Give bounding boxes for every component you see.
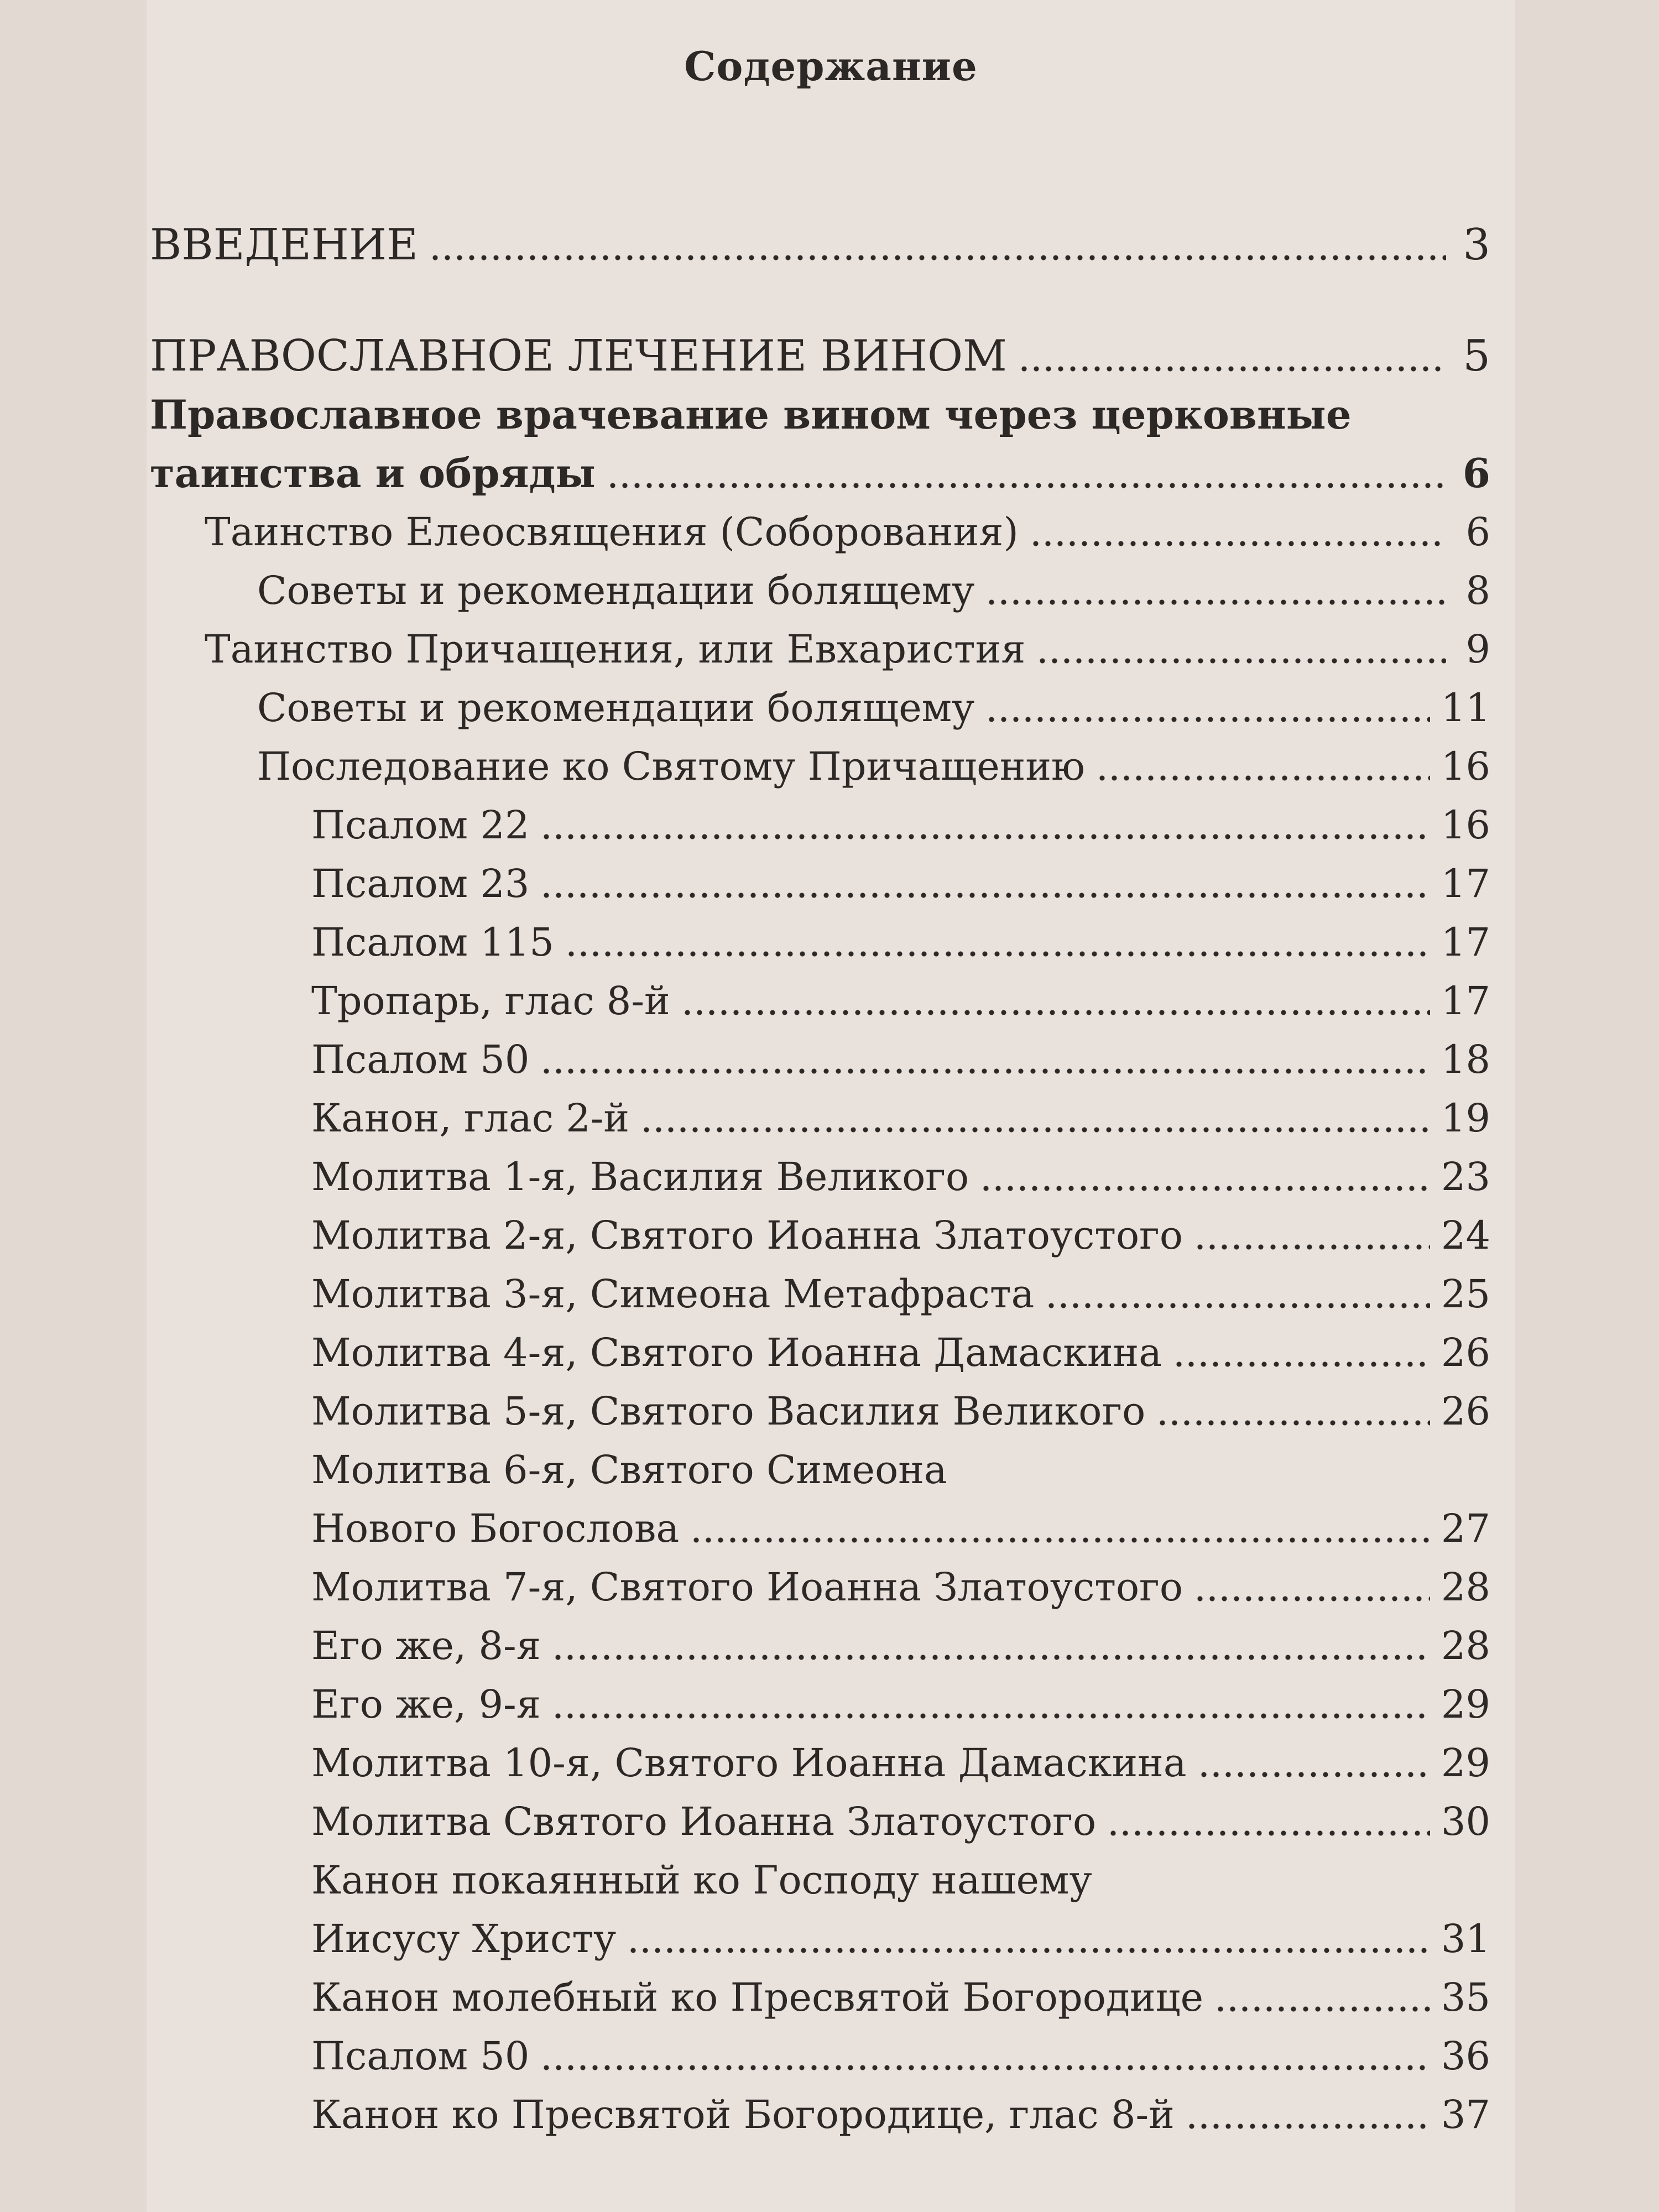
dot-leader	[540, 891, 1430, 899]
toc-entry-page: 30	[1441, 1799, 1490, 1844]
toc-entry-page: 8	[1465, 568, 1490, 613]
dot-leader	[627, 1947, 1430, 1954]
toc-entry-title: ПРАВОСЛАВНОЕ ЛЕЧЕНИЕ ВИНОМ	[150, 331, 1007, 381]
dot-leader	[607, 482, 1446, 489]
toc-entry-title: Псалом 115	[311, 920, 554, 965]
toc-entry	[147, 1206, 1515, 1265]
toc-entry-page: 18	[1441, 1037, 1490, 1082]
toc-entry-page: 24	[1441, 1213, 1490, 1258]
toc-entry-title: ВВЕДЕНИЕ	[150, 220, 418, 270]
toc-entry-page: 23	[1441, 1154, 1490, 1199]
toc-entry-page: 36	[1441, 2033, 1490, 2079]
dot-leader	[1018, 365, 1446, 373]
dot-leader	[552, 1712, 1430, 1720]
toc-entry	[147, 2085, 1515, 2144]
toc-entry-title: Его же, 9-я	[311, 1682, 541, 1727]
toc-entry-title: Молитва Святого Иоанна Златоустого	[311, 1799, 1097, 1844]
dot-leader	[1096, 774, 1430, 782]
toc-entry-page: 25	[1441, 1271, 1490, 1317]
toc-entry-page: 6	[1462, 450, 1490, 497]
dot-leader	[1186, 2122, 1430, 2130]
toc-entry-title: Молитва 3-я, Симеона Метафраста	[311, 1271, 1035, 1317]
dot-leader	[552, 1653, 1430, 1661]
toc-entry-page: 37	[1441, 2092, 1490, 2137]
toc-entry-page: 28	[1441, 1623, 1490, 1668]
toc-entry-page: 27	[1441, 1506, 1490, 1551]
dot-leader	[540, 2064, 1430, 2072]
dot-leader	[1194, 1595, 1430, 1603]
dot-leader	[681, 1009, 1430, 1016]
toc-entry-page: 6	[1465, 509, 1490, 555]
page-title: Содержание	[684, 43, 978, 90]
page-margin-right	[1515, 0, 1659, 2212]
toc-entry-page: 29	[1441, 1740, 1490, 1786]
toc-entry-title: таинства и обряды	[150, 450, 596, 497]
toc-entry-title: Псалом 23	[311, 861, 530, 906]
toc-entry	[147, 503, 1515, 561]
toc-entry	[147, 1323, 1515, 1382]
toc-entry	[147, 1147, 1515, 1206]
toc-entry	[147, 679, 1515, 737]
toc-entry	[147, 1382, 1515, 1441]
toc-entry-title: Советы и рекомендации болящему	[257, 685, 975, 731]
toc-entry-page: 9	[1465, 627, 1490, 672]
toc-entry-title: Молитва 4-я, Святого Иоанна Дамаскина	[311, 1330, 1162, 1375]
toc-entry	[147, 216, 1515, 274]
toc-entry-page: 26	[1441, 1389, 1490, 1434]
toc-entry-title: Канон молебный ко Пресвятой Богородице	[311, 1975, 1204, 2020]
toc-entry-title: Молитва 5-я, Святого Василия Великого	[311, 1389, 1146, 1434]
toc-entry	[147, 2027, 1515, 2085]
toc-entry-page: 11	[1441, 685, 1490, 731]
toc-entry	[147, 854, 1515, 913]
dot-leader	[429, 254, 1446, 262]
toc-entry	[147, 1558, 1515, 1616]
toc-entry-title: Псалом 50	[311, 1037, 530, 1082]
toc-entry-page: 17	[1441, 920, 1490, 965]
toc-entry-page: 19	[1441, 1095, 1490, 1141]
toc-entry-page: 35	[1441, 1975, 1490, 2020]
toc-entry-title: Иисусу Христу	[311, 1916, 617, 1961]
toc-entry-title: Таинство Елеосвящения (Соборования)	[205, 509, 1019, 555]
toc-entry	[147, 1030, 1515, 1089]
toc-entry	[147, 1265, 1515, 1323]
table-of-contents	[147, 216, 1515, 2144]
toc-entry-title: Нового Богослова	[311, 1506, 680, 1551]
toc-entry-page: 31	[1441, 1916, 1490, 1961]
toc-entry-title: Молитва 7-я, Святого Иоанна Златоустого	[311, 1564, 1183, 1610]
toc-entry	[147, 1089, 1515, 1147]
toc-entry	[147, 796, 1515, 854]
toc-entry-title: Канон ко Пресвятой Богородице, глас 8-й	[311, 2092, 1175, 2137]
toc-entry-title: Молитва 2-я, Святого Иоанна Златоустого	[311, 1213, 1183, 1258]
toc-entry	[147, 561, 1515, 620]
toc-entry	[147, 1499, 1515, 1558]
toc-entry-page: 28	[1441, 1564, 1490, 1610]
toc-entry-page: 3	[1463, 220, 1490, 270]
dot-leader	[1156, 1419, 1430, 1427]
dot-leader	[690, 1536, 1430, 1544]
toc-entry-page: 16	[1441, 744, 1490, 789]
toc-entry-title: Псалом 22	[311, 802, 530, 848]
toc-entry-page: 17	[1441, 978, 1490, 1024]
dot-leader	[640, 1126, 1430, 1134]
dot-leader	[540, 833, 1430, 841]
dot-leader	[1194, 1243, 1430, 1251]
dot-leader	[1198, 1771, 1430, 1778]
toc-entry	[147, 620, 1515, 679]
toc-entry	[147, 1968, 1515, 2027]
book-page	[147, 0, 1515, 2212]
toc-entry	[147, 327, 1515, 385]
toc-entry	[147, 1734, 1515, 1792]
dot-leader	[565, 950, 1430, 958]
toc-entry	[147, 913, 1515, 972]
toc-entry	[147, 1675, 1515, 1734]
dot-leader	[1030, 540, 1446, 547]
toc-entry-title-line: Канон покаянный ко Господу нашему	[311, 1858, 1092, 1903]
toc-entry-page: 26	[1441, 1330, 1490, 1375]
toc-entry-page: 17	[1441, 861, 1490, 906]
dot-leader	[1173, 1360, 1430, 1368]
toc-entry-title: Его же, 8-я	[311, 1623, 541, 1668]
page-margin-left	[0, 0, 147, 2212]
toc-entry	[147, 972, 1515, 1030]
toc-entry-title: Советы и рекомендации болящему	[257, 568, 975, 613]
toc-entry	[147, 444, 1515, 503]
toc-entry-page: 16	[1441, 802, 1490, 848]
toc-entry	[147, 1792, 1515, 1851]
toc-entry-title-line: Православное врачевание вином через церковные	[150, 391, 1352, 438]
toc-entry-page: 29	[1441, 1682, 1490, 1727]
dot-leader	[980, 1185, 1430, 1192]
dot-leader	[1214, 2005, 1430, 2013]
dot-leader	[540, 1067, 1430, 1075]
toc-entry-title: Молитва 10-я, Святого Иоанна Дамаскина	[311, 1740, 1187, 1786]
dot-leader	[1107, 1829, 1430, 1837]
toc-entry	[147, 1616, 1515, 1675]
toc-entry-title-line: Молитва 6-я, Святого Симеона	[311, 1447, 947, 1493]
toc-entry	[147, 1910, 1515, 1968]
toc-entry-title: Псалом 50	[311, 2033, 530, 2079]
toc-entry-title: Канон, глас 2-й	[311, 1095, 630, 1141]
dot-leader	[985, 716, 1430, 723]
dot-leader	[1045, 1302, 1430, 1310]
toc-entry-title: Тропарь, глас 8-й	[311, 978, 670, 1024]
dot-leader	[1036, 657, 1446, 665]
toc-entry-page: 5	[1463, 331, 1490, 381]
toc-entry	[147, 737, 1515, 796]
toc-entry-title: Таинство Причащения, или Евхаристия	[205, 627, 1026, 672]
toc-entry-title: Молитва 1-я, Василия Великого	[311, 1154, 969, 1199]
dot-leader	[985, 598, 1446, 606]
toc-entry-title: Последование ко Святому Причащению	[257, 744, 1085, 789]
